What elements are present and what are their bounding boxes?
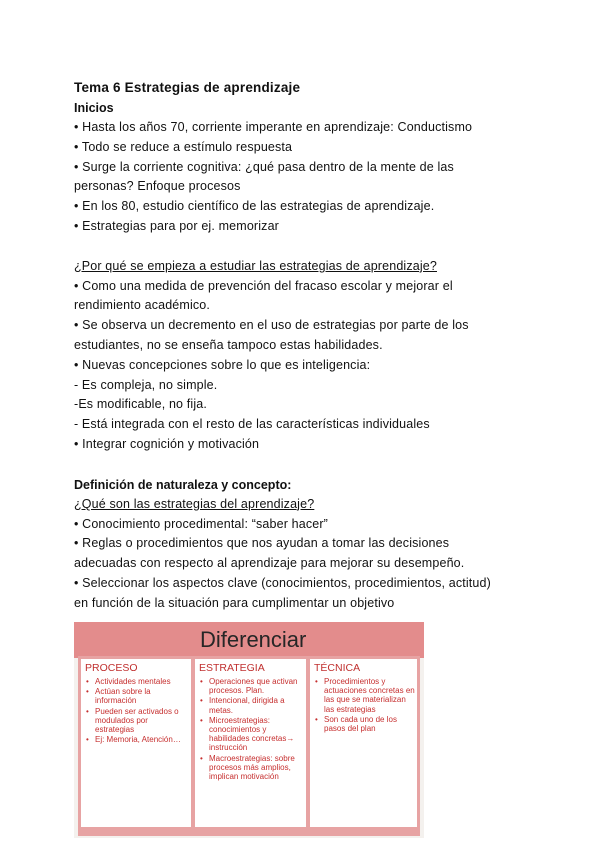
text-line: • Surge la corriente cognitiva: ¿qué pasa dentro de la mente de las [74,159,454,174]
diagram-banner [74,622,424,658]
text-line: estudiantes, no se enseña tampoco estas habilidades. [74,337,383,352]
text-line: • Nuevas concepciones sobre lo que es inteligencia: [74,357,371,372]
text-line: en función de la situación para cumplimentar un objetivo [74,595,395,610]
text-line: • Integrar cognición y motivación [74,436,260,451]
text-line: • Seleccionar los aspectos clave (conocimientos, procedimientos, actitud) [74,575,491,590]
page-title: Tema 6 Estrategias de aprendizaje [74,80,301,95]
text-line: - Es compleja, no simple. [74,377,218,392]
list-item: • Microestrategias: conocimientos y habilidades concretas→ instrucción [209,716,304,753]
list-item: • Actúan sobre la información [95,687,189,705]
text-line: • Conocimiento procedimental: “saber hacer” [74,516,328,531]
list-item: • Macroestrategias: sobre procesos más amplios, implican motivación [209,754,304,782]
spacer [74,237,544,257]
list-item: • Son cada uno de los pasos del plan [324,715,415,733]
column-tecnica [310,659,417,827]
diagram-title: Diferenciar [200,627,307,652]
section-heading-definicion: Definición de naturaleza y concepto: [74,477,292,492]
column-list [81,677,191,744]
column-estrategia [195,659,306,827]
list-item: • Pueden ser activados o modulados por estrategias [95,707,189,735]
column-list [195,677,306,781]
list-item: • Operaciones que activan procesos. Plan. [209,677,304,695]
list-item: • Actividades mentales [95,677,189,686]
text-line: • Hasta los años 70, corriente imperante en aprendizaje: Conductismo [74,120,473,134]
diagram-columns [78,656,420,836]
section-subheading: ¿Qué son las estrategias del aprendizaje? [74,496,315,511]
text-line: -Es modificable, no fija. [74,397,207,412]
text-line: rendimiento académico. [74,298,211,313]
column-header: PROCESO [85,662,138,674]
text-line: • Como una medida de prevención del fracaso escolar y mejorar el [74,278,453,293]
column-list [310,677,417,733]
text-line: - Está integrada con el resto de las características individuales [74,417,430,432]
text-line: • En los 80, estudio científico de las estrategias de aprendizaje. [74,199,435,214]
text-line: • Se observa un decremento en el uso de estrategias por parte de los [74,318,469,333]
text-line: • Reglas o procedimientos que nos ayudan a tomar las decisiones [74,536,450,551]
text-line: • Estrategias para por ej. memorizar [74,218,279,233]
list-item: • Procedimientos y actuaciones concretas en las que se materializan las estrategias [324,677,415,714]
list-item: • Ej: Memoria, Atención… [95,735,189,744]
diferenciar-diagram [74,622,424,838]
document-body [74,78,544,614]
column-header: TÉCNICA [314,662,361,674]
list-item: • Intencional, dirigida a metas. [209,696,304,714]
spacer [74,455,544,475]
text-line: adecuadas con respecto al aprendizaje para mejorar su desempeño. [74,556,465,571]
section-heading-por-que: ¿Por qué se empieza a estudiar las estrategias de aprendizaje? [74,258,437,273]
text-line: • Todo se reduce a estímulo respuesta [74,139,293,154]
section-heading-inicios: Inicios [74,101,114,115]
column-proceso [81,659,191,827]
column-header: ESTRATEGIA [199,662,265,674]
text-line: personas? Enfoque procesos [74,179,241,194]
